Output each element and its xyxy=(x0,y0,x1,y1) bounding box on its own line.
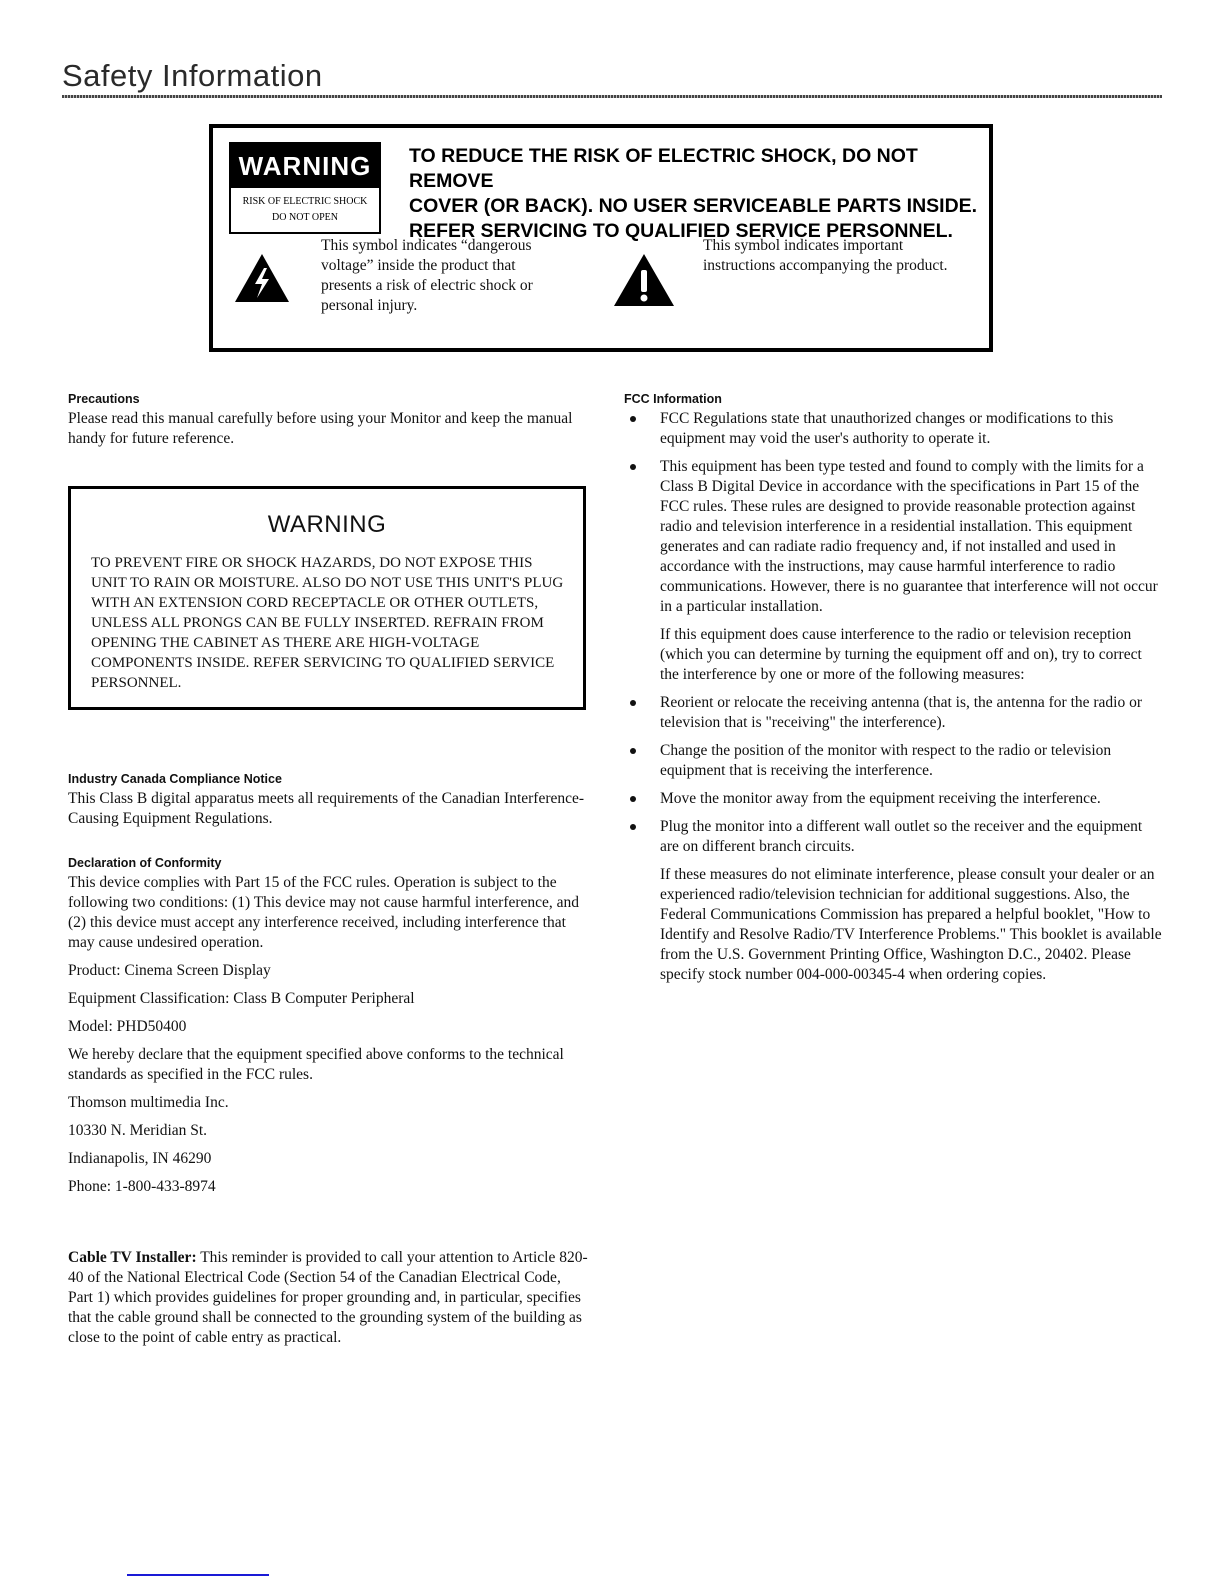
industry-canada-heading: Industry Canada Compliance Notice xyxy=(68,772,282,786)
declaration-statement: We hereby declare that the equipment specified above conforms to the technical standards as specified in the FCC rules. xyxy=(68,1046,564,1083)
warning-label-line1: RISK OF ELECTRIC SHOCK xyxy=(242,196,368,207)
fcc-measure-text: Move the monitor away from the equipment receiving the interference. xyxy=(660,790,1101,807)
precautions-text: Please read this manual carefully before using your Monitor and keep the manual handy for future reference. xyxy=(68,410,573,447)
fcc-measure-item xyxy=(624,693,1164,733)
precautions-heading: Precautions xyxy=(68,392,140,406)
bullet-icon xyxy=(630,824,636,830)
fcc-measures-list xyxy=(624,693,1164,857)
declaration-address-street: 10330 N. Meridian St. xyxy=(68,1122,208,1139)
fcc-bullet-item xyxy=(624,409,1164,449)
electric-shock-warning-box xyxy=(209,124,993,352)
declaration-company: Thomson multimedia Inc. xyxy=(68,1094,229,1111)
title-divider xyxy=(62,95,1162,98)
dangerous-voltage-symbol-note xyxy=(227,236,567,316)
warning-text-line1: TO REDUCE THE RISK OF ELECTRIC SHOCK, DO NOT REMOVE xyxy=(409,145,918,192)
declaration-address-city: Indianapolis, IN 46290 xyxy=(68,1150,212,1167)
declaration-text: This device complies with Part 15 of the FCC rules. Operation is subject to the following two conditions: (1) This device may not cause harmful interference, and (2) this device must accept any interference received, including interference that may cause undesired operation. xyxy=(68,874,580,951)
industry-canada-section xyxy=(68,772,588,829)
warning-label-caption xyxy=(231,188,379,226)
bullet-icon xyxy=(630,464,636,470)
fcc-measure-item xyxy=(624,741,1164,781)
warning-box-title: WARNING xyxy=(267,511,387,538)
warning-text-line3: REFER SERVICING TO QUALIFIED SERVICE PERSONNEL. xyxy=(409,220,953,242)
fcc-measure-item xyxy=(624,789,1164,809)
warning-box-text: TO PREVENT FIRE OR SHOCK HAZARDS, DO NOT EXPOSE THIS UNIT TO RAIN OR MOISTURE. ALSO DO NOT USE THIS UNIT'S PLUG WITH AN EXTENSION CORD RECEPTACLE OR OTHER OUTLETS, UNLESS ALL PRONGS CAN BE FULLY INSERTED. REFRAIN FROM OPENING THE CABINET AS THERE ARE HIGH-VOLTAGE COMPONENTS INSIDE. REFER SERVICING TO QUALIFIED SERVICE PERSONNEL. xyxy=(91,555,564,691)
warning-label-line2: DO NOT OPEN xyxy=(272,212,338,223)
footer-rule xyxy=(127,1574,269,1576)
warning-text-line2: COVER (OR BACK). NO USER SERVICEABLE PARTS INSIDE. xyxy=(409,195,978,217)
cable-tv-installer-text: This reminder is provided to call your attention to Article 820-40 of the National Electrical Code (Section 54 of the Canadian Electrical Code, Part 1) which provides guidelines for proper grounding and, in particular, specifies that the cable ground shall be connected to the grounding system of the building as close to the point of cable entry as practical. xyxy=(68,1249,588,1346)
bullet-icon xyxy=(630,748,636,754)
fcc-measure-text: Change the position of the monitor with respect to the radio or television equipment that is receiving the interference. xyxy=(660,742,1112,779)
fcc-bullet-text: FCC Regulations state that unauthorized changes or modifications to this equipment may void the user's authority to operate it. xyxy=(660,410,1114,447)
fcc-information-section xyxy=(624,392,1164,993)
dangerous-voltage-description: This symbol indicates “dangerous voltage” inside the product that presents a risk of electric shock or personal injury. xyxy=(321,237,533,314)
fcc-heading: FCC Information xyxy=(624,392,722,406)
precautions-section xyxy=(68,392,588,449)
fcc-bullet-item xyxy=(624,457,1164,617)
bullet-icon xyxy=(630,796,636,802)
cable-tv-installer-section xyxy=(68,1248,588,1348)
fire-shock-warning-box xyxy=(68,486,586,710)
page-title: Safety Information xyxy=(62,58,323,93)
fcc-measure-text: Plug the monitor into a different wall outlet so the receiver and the equipment are on different branch circuits. xyxy=(660,818,1143,855)
fcc-measure-text: Reorient or relocate the receiving antenna (that is, the antenna for the radio or television that is "receiving" the interference). xyxy=(660,694,1143,731)
industry-canada-text: This Class B digital apparatus meets all requirements of the Canadian Interference-Causing Equipment Regulations. xyxy=(68,790,585,827)
declaration-heading: Declaration of Conformity xyxy=(68,856,222,870)
fcc-list xyxy=(624,409,1164,617)
exclamation-warning-triangle-icon xyxy=(609,236,679,308)
fcc-bullet-text: This equipment has been type tested and found to comply with the limits for a Class B Digital Device in accordance with the specifications in Part 15 of the FCC rules. These rules are designed to provide reasonable protection against radio and television interference in a residential installation. This equipment generates and can radiate radio frequency and, if not installed and used in accordance with the instructions, may cause harmful interference to radio communications. However, there is no guarantee that interference will not occur in a particular installation. xyxy=(660,458,1158,615)
fcc-interference-intro: If this equipment does cause interference to the radio or television reception (which you can determine by turning the equipment off and on), try to correct the interference by one or more of the following measures: xyxy=(660,626,1142,683)
declaration-phone: Phone: 1-800-433-8974 xyxy=(68,1178,216,1195)
declaration-product: Product: Cinema Screen Display xyxy=(68,962,271,979)
declaration-model: Model: PHD50400 xyxy=(68,1018,187,1035)
important-instructions-symbol-note xyxy=(609,236,979,308)
electric-shock-warning-text xyxy=(409,144,989,244)
fcc-measure-item xyxy=(624,817,1164,857)
cable-tv-installer-label: Cable TV Installer: xyxy=(68,1249,197,1266)
declaration-classification: Equipment Classification: Class B Computer Peripheral xyxy=(68,990,415,1007)
bullet-icon xyxy=(630,416,636,422)
warning-label-title: WARNING xyxy=(231,144,379,188)
warning-label xyxy=(229,142,381,234)
bullet-icon xyxy=(630,700,636,706)
fcc-booklet-paragraph: If these measures do not eliminate interference, please consult your dealer or an experienced radio/television technician for additional suggestions. Also, the Federal Communications Commission has prepared a helpful booklet, "How to Identify and Resolve Radio/TV Interference Problems." This booklet is available from the U.S. Government Printing Office, Washington D.C., 20402. Please specify stock number 004-000-00345-4 when ordering copies. xyxy=(660,866,1162,983)
declaration-section xyxy=(68,856,588,1197)
cable-tv-installer-paragraph xyxy=(68,1248,588,1348)
lightning-warning-triangle-icon xyxy=(227,236,297,316)
important-instructions-description: This symbol indicates important instructions accompanying the product. xyxy=(703,237,948,274)
